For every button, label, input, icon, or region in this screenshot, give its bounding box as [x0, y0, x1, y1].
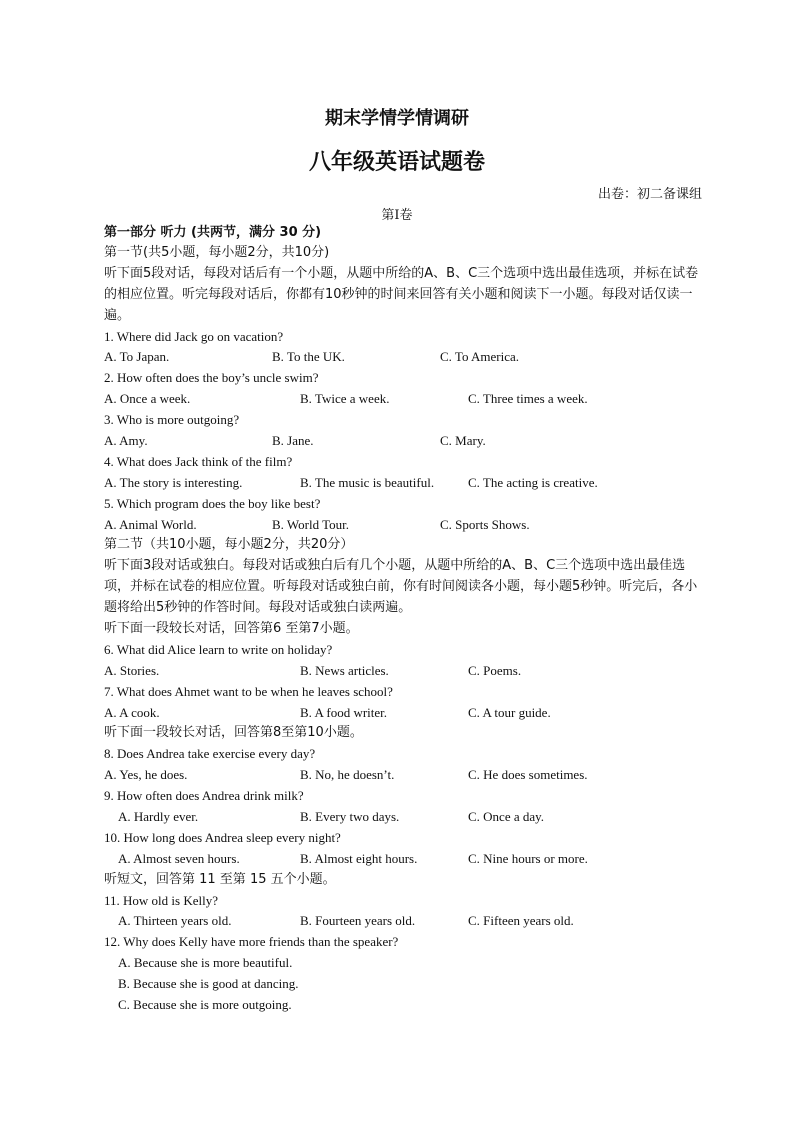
options-3	[104, 431, 704, 452]
option-c: C. A tour guide.	[468, 704, 551, 720]
option-b: B. Almost eight hours.	[300, 850, 418, 866]
exam-title: 期末学情学情调研	[325, 108, 469, 129]
option-b: B. Because she is good at dancing.	[118, 976, 299, 992]
option-a: A. Stories.	[104, 662, 160, 678]
option-b: B. Twice a week.	[300, 391, 390, 407]
options-10	[104, 849, 704, 870]
exam-body	[104, 222, 704, 1016]
option-c: C. Fifteen years old.	[468, 913, 574, 929]
option-c: C. Nine hours or more.	[468, 850, 588, 866]
section2-instructions: 听下面3段对话或独白。每段对话或独白后有几个小题，从题中所给的A、B、C三个选项中选出最佳选项，并标在试卷的相应位置。听每段对话或独白前，你有时间阅读各小题，每小题5秒钟。听完后，各小题将给出5秒钟的作答时间。每段对话或独白读两遍。	[104, 558, 698, 616]
question-3: 3. Who is more outgoing?	[104, 412, 240, 428]
option-a: A. A cook.	[104, 704, 160, 720]
option-b: B. Every two days.	[300, 809, 400, 825]
option-b: B. World Tour.	[272, 516, 350, 532]
option-a: A. Animal World.	[104, 516, 197, 532]
question-12: 12. Why does Kelly have more friends than the speaker?	[104, 934, 399, 950]
section2-sub2: 听下面一段较长对话，回答第8至第10小题。	[104, 725, 363, 741]
option-a: A. Amy.	[104, 432, 148, 448]
section2-title: 第二节（共10小题，每小题2分，共20分）	[104, 537, 354, 553]
options-11	[104, 911, 704, 932]
question-8: 8. Does Andrea take exercise every day?	[104, 746, 316, 762]
options-2	[104, 389, 704, 410]
option-c: C. To America.	[440, 349, 520, 365]
options-7	[104, 703, 704, 724]
question-7: 7. What does Ahmet want to be when he leaves school?	[104, 683, 393, 699]
section2-sub3: 听短文，回答第 11 至第 15 五个小题。	[104, 871, 336, 887]
question-4: 4. What does Jack think of the film?	[104, 453, 293, 469]
part1-heading-bold: 第一部分 听力	[104, 225, 187, 240]
question-1: 1. Where did Jack go on vacation?	[104, 328, 284, 344]
author-line: 出卷：初二备课组	[597, 187, 702, 202]
option-a: A. Once a week.	[104, 391, 191, 407]
question-2: 2. How often does the boy’s uncle swim?	[104, 370, 319, 386]
part1-heading-rest: (共两节，满分 30 分)	[186, 225, 322, 240]
options-9	[104, 807, 704, 828]
option-c: C. Sports Shows.	[440, 516, 530, 532]
option-b: B. To the UK.	[272, 349, 345, 365]
options-8	[104, 765, 704, 786]
option-b: B. No, he doesn’t.	[300, 767, 395, 783]
option-c: C. The acting is creative.	[468, 474, 598, 490]
option-b: B. Jane.	[272, 432, 314, 448]
option-a: A. Because she is more beautiful.	[118, 955, 293, 971]
option-c: C. Because she is more outgoing.	[118, 997, 292, 1013]
option-a: A. Almost seven hours.	[118, 850, 240, 866]
option-a: A. Hardly ever.	[118, 809, 199, 825]
option-b: B. The music is beautiful.	[300, 474, 435, 490]
option-c: C. Mary.	[440, 432, 486, 448]
options-6	[104, 661, 704, 682]
option-a: A. To Japan.	[104, 349, 170, 365]
options-5	[104, 515, 704, 536]
volume-label: 第Ⅰ卷	[381, 208, 413, 223]
option-a: A. The story is interesting.	[104, 474, 243, 490]
option-b: B. Fourteen years old.	[300, 913, 416, 929]
option-c: C. Poems.	[468, 662, 522, 678]
option-b: B. News articles.	[300, 662, 389, 678]
option-a: A. Yes, he does.	[104, 767, 188, 783]
section1-instructions: 听下面5段对话，每段对话后有一个小题，从题中所给的A、B、C三个选项中选出最佳选项，并标在试卷的相应位置。听完每段对话后，你都有10秒钟的时间来回答有关小题和阅读下一小题。每段对话仅读一遍。	[104, 265, 699, 323]
option-b: B. A food writer.	[300, 704, 388, 720]
question-10: 10. How long does Andrea sleep every night?	[104, 829, 341, 845]
option-c: C. Once a day.	[468, 809, 545, 825]
option-c: C. Three times a week.	[468, 391, 588, 407]
question-9: 9. How often does Andrea drink milk?	[104, 788, 304, 804]
section2-sub1: 听下面一段较长对话，回答第6 至第7小题。	[104, 621, 359, 637]
exam-subtitle: 八年级英语试题卷	[308, 149, 485, 175]
question-11: 11. How old is Kelly?	[104, 892, 218, 908]
question-6: 6. What did Alice learn to write on holiday?	[104, 641, 333, 657]
option-a: A. Thirteen years old.	[118, 913, 232, 929]
option-c: C. He does sometimes.	[468, 767, 588, 783]
part1-heading	[104, 222, 704, 243]
question-5: 5. Which program does the boy like best?	[104, 495, 321, 511]
section1-title: 第一节(共5小题，每小题2分，共10分)	[104, 244, 330, 260]
options-4	[104, 473, 704, 494]
options-1	[104, 347, 704, 368]
